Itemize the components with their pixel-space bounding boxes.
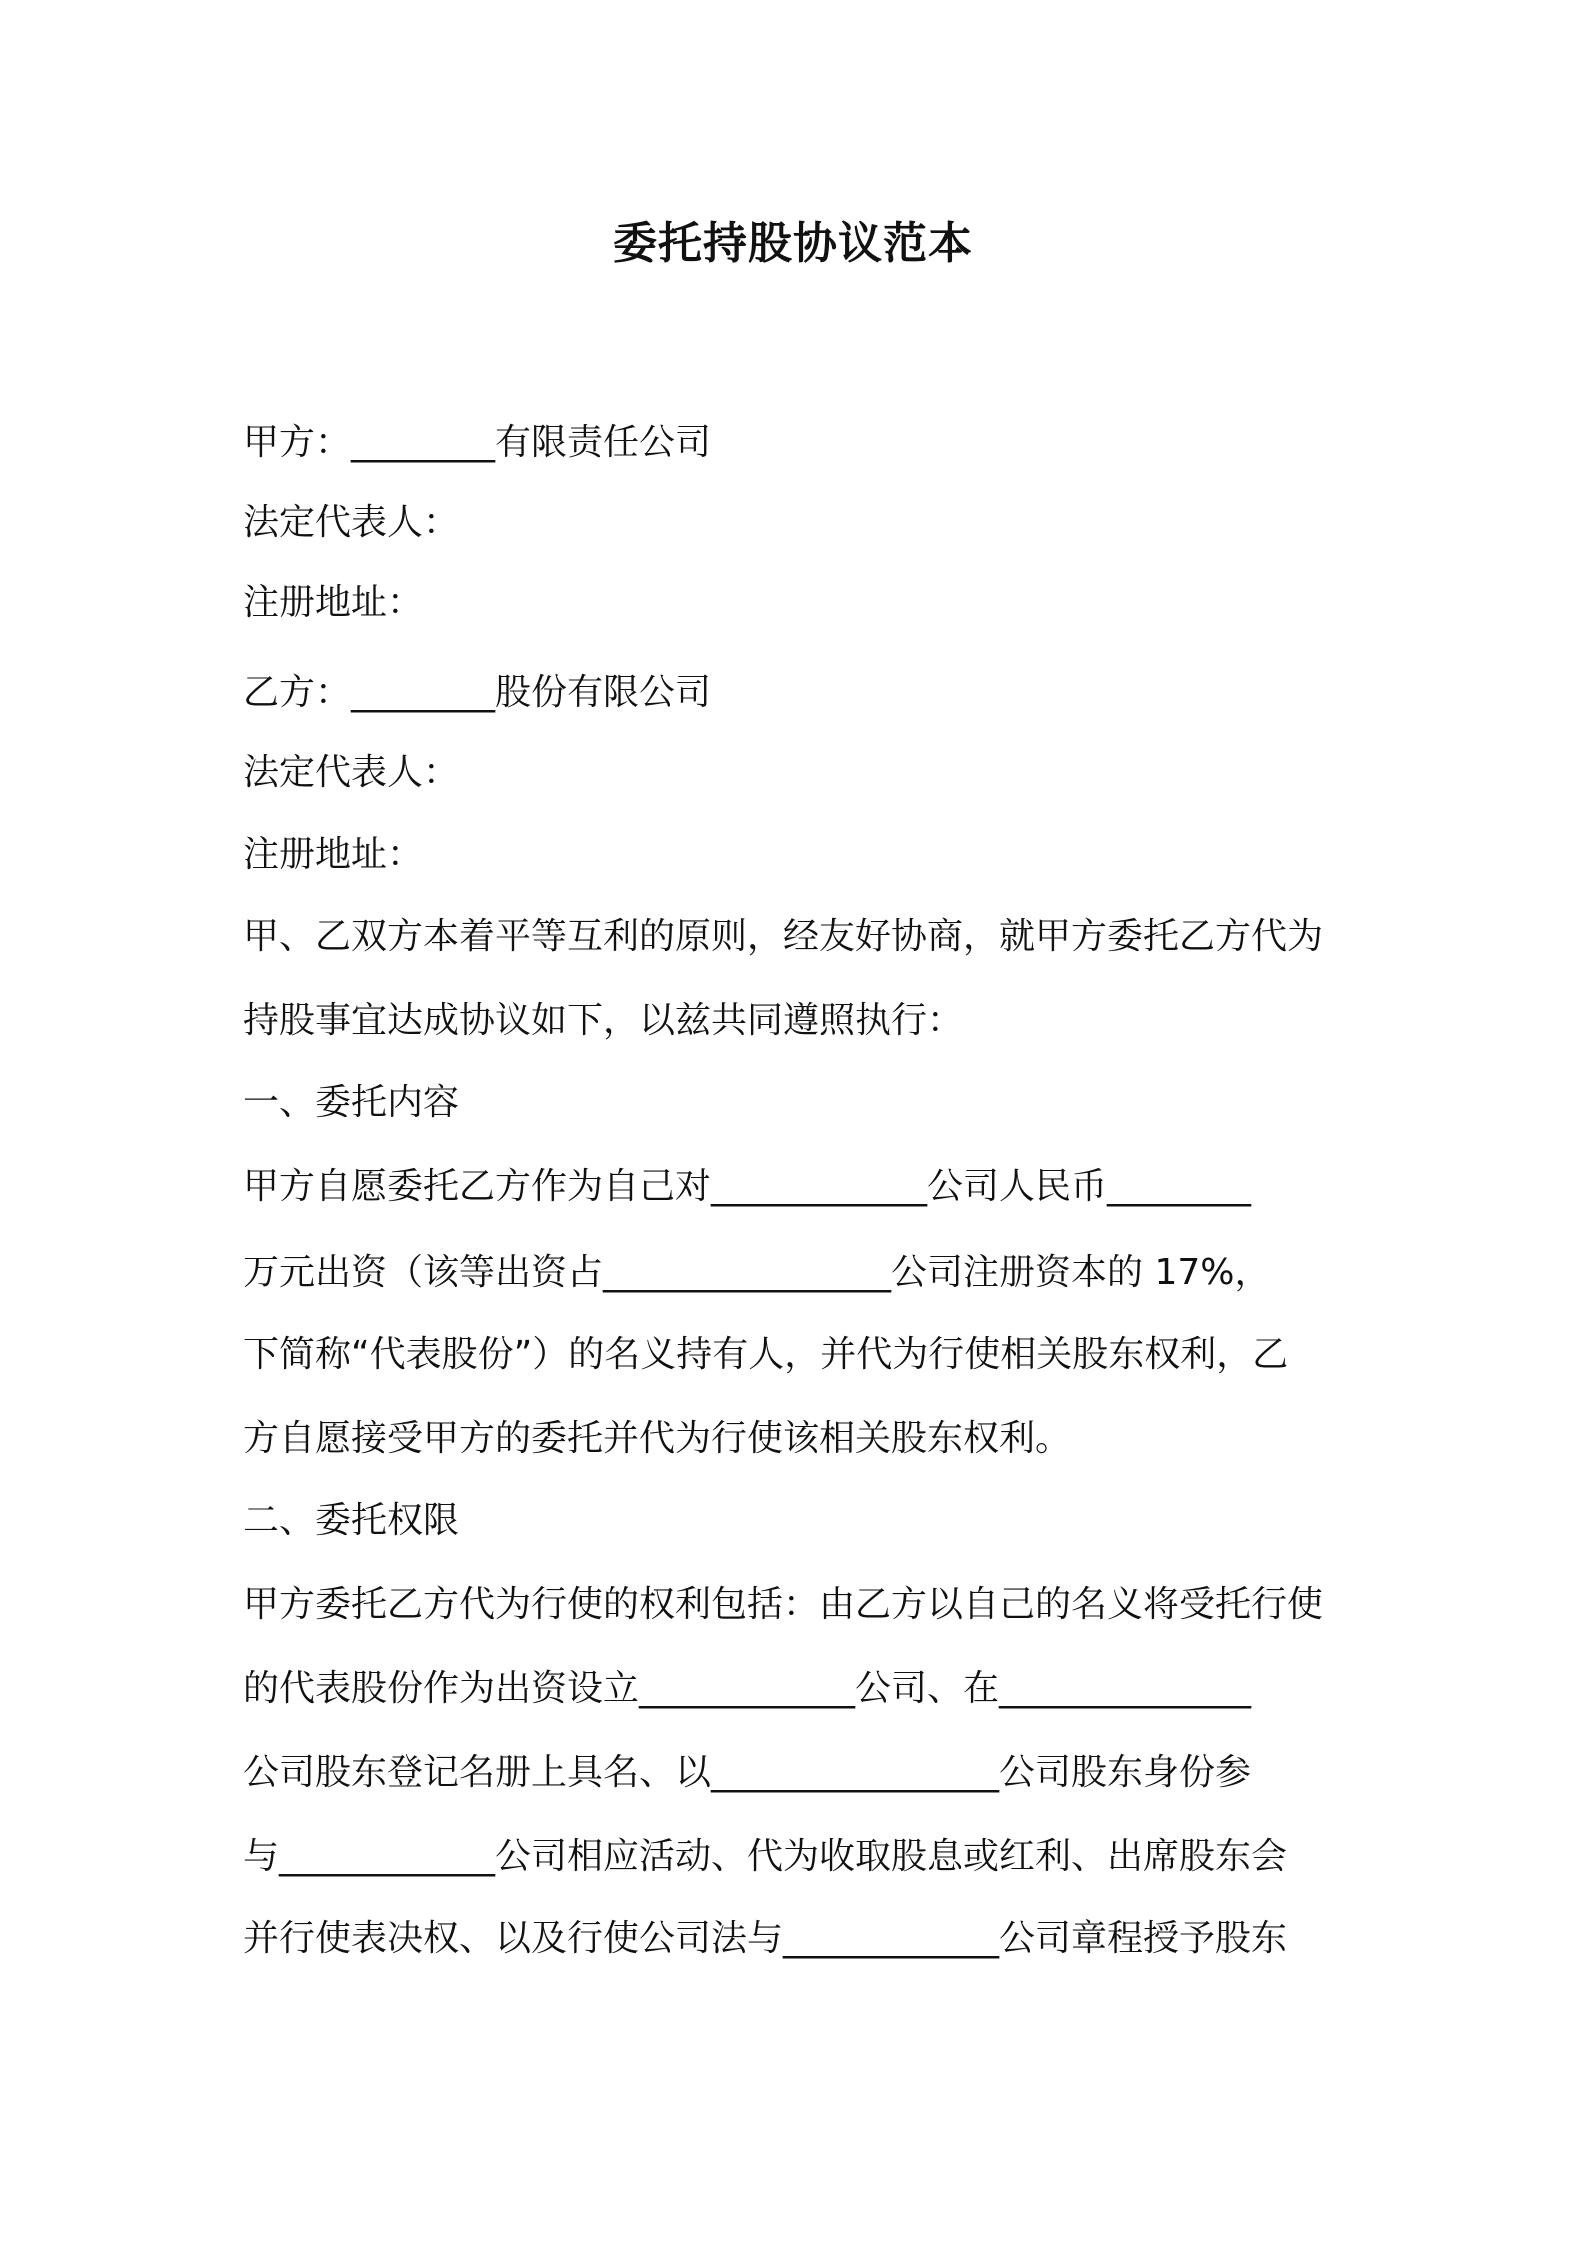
- party-a-name: 甲方：________有限责任公司: [243, 422, 712, 463]
- party-b-legal-rep: 法定代表人：: [243, 752, 460, 793]
- party-a-address: 注册地址：: [243, 582, 424, 623]
- section-1-line-1: 甲方自愿委托乙方作为自己对____________公司人民币________: [243, 1166, 1252, 1207]
- section-2-line-4: 与____________公司相应活动、代为收取股息或红利、出席股东会: [243, 1836, 1288, 1877]
- section-2-line-5: 并行使表决权、以及行使公司法与____________公司章程授予股东: [243, 1918, 1288, 1959]
- section-1-line-2: 万元出资（该等出资占________________公司注册资本的 17%，: [243, 1252, 1271, 1293]
- party-b-address: 注册地址：: [243, 834, 424, 875]
- document-title: 委托持股协议范本: [613, 218, 973, 269]
- section-2-heading: 二、委托权限: [243, 1500, 460, 1541]
- preamble-line-1: 甲、乙双方本着平等互利的原则，经友好协商，就甲方委托乙方代为: [243, 916, 1324, 957]
- section-2-line-1: 甲方委托乙方代为行使的权利包括：由乙方以自己的名义将受托行使: [243, 1584, 1324, 1625]
- section-1-line-4: 方自愿接受甲方的委托并代为行使该相关股东权利。: [243, 1418, 1072, 1459]
- section-2-line-2: 的代表股份作为出资设立____________公司、在______________: [243, 1668, 1252, 1709]
- section-1-line-3: 下简称“代表股份”）的名义持有人，并代为行使相关股东权利，乙: [243, 1334, 1289, 1375]
- section-1-heading: 一、委托内容: [243, 1082, 460, 1123]
- section-2-line-3: 公司股东登记名册上具名、以________________公司股东身份参: [243, 1752, 1252, 1793]
- party-b-name: 乙方：________股份有限公司: [243, 672, 712, 713]
- party-a-legal-rep: 法定代表人：: [243, 502, 460, 543]
- preamble-line-2: 持股事宜达成协议如下，以兹共同遵照执行：: [243, 1000, 964, 1041]
